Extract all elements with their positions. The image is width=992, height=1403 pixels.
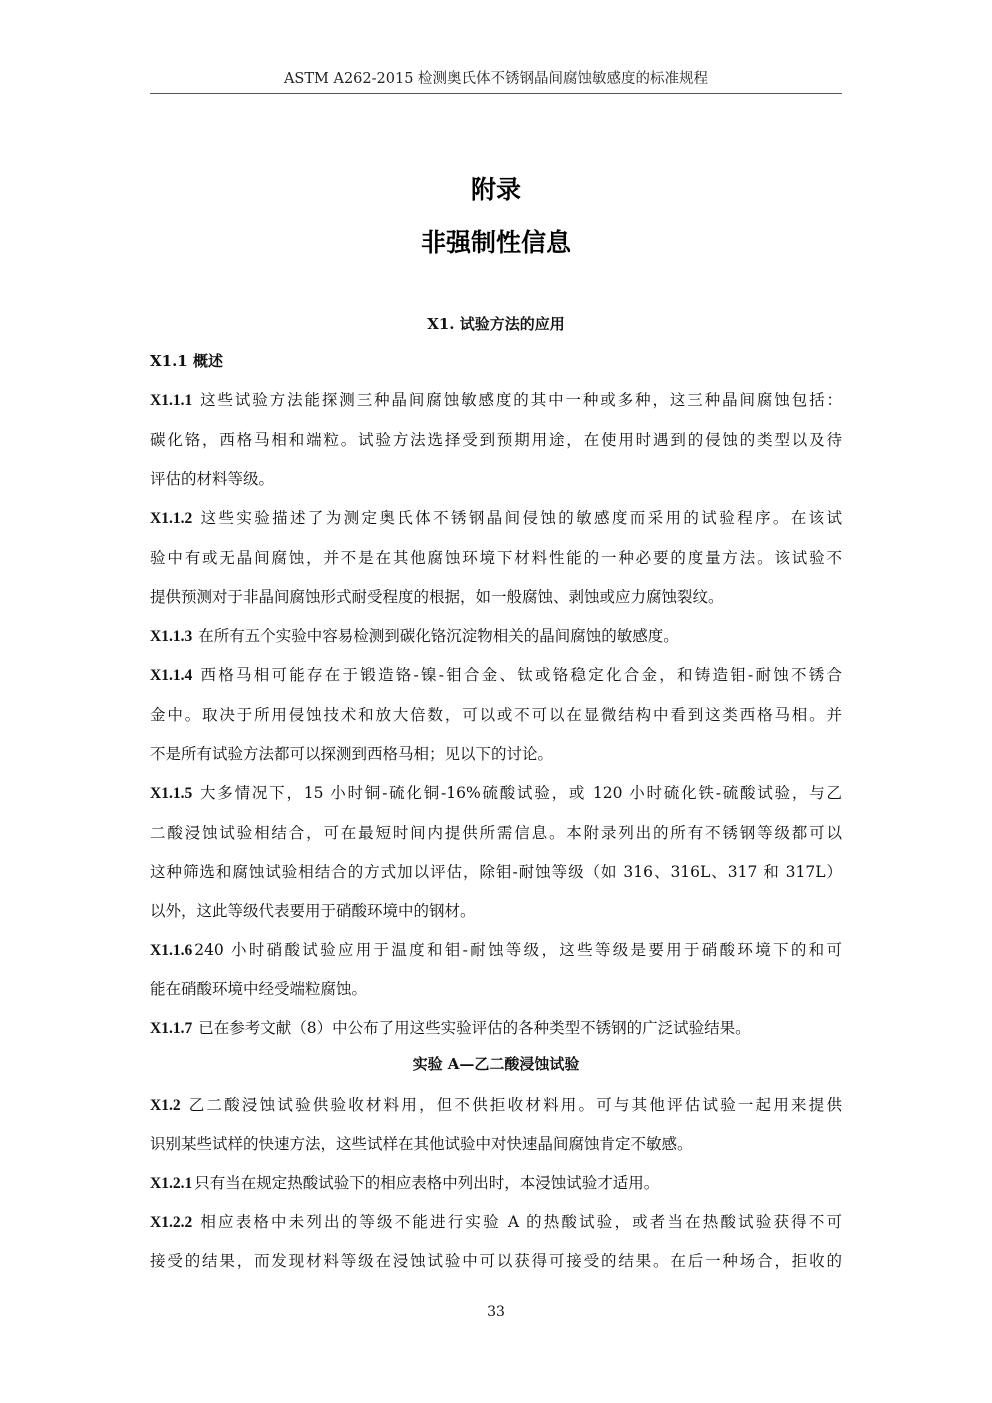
paragraph-x1-1-5-line: 以外，这此等级代表要用于硝酸环境中的钢材。 <box>150 902 476 920</box>
paragraph-x1-1-2-line <box>150 506 842 531</box>
clause-number: X1.1.3 <box>150 628 193 645</box>
paragraph-text: 这些试验方法能探测三种晶间腐蚀敏感度的其中一种或多种，这三种晶间腐蚀包括： <box>198 391 842 409</box>
paragraph-x1-2-2-line: 接受的结果，而发现材料等级在浸蚀试验中可以获得可接受的结果。在后一种场合，拒收的 <box>150 1252 842 1270</box>
paragraph-text: 240 小时硝酸试验应用于温度和钼-耐蚀等级，这些等级是要用于硝酸环境下的和可 <box>194 941 842 959</box>
paragraph-x1-1-2-line: 提供预测对于非晶间腐蚀形式耐受程度的根据，如一般腐蚀、剥蚀或应力腐蚀裂纹。 <box>150 588 724 606</box>
clause-number: X1.1.2 <box>150 510 193 527</box>
paragraph-x1-1-1-line: 碳化铬，西格马相和端粒。试验方法选择受到预期用途，在使用时遇到的侵蚀的类型以及待 <box>150 431 842 449</box>
paragraph-x1-1-3-line <box>150 624 842 649</box>
page-number: 33 <box>487 1304 505 1320</box>
paragraph-x1-2-2-line <box>150 1210 842 1235</box>
paragraph-x1-1-1-line <box>150 388 842 413</box>
paragraph-x1-2-line: 识别某些试样的快速方法，这些试样在其他试验中对快速晶间腐蚀肯定不敏感。 <box>150 1135 693 1153</box>
section-heading-x1: X1. 试验方法的应用 <box>427 315 565 333</box>
paragraph-x1-1-4-line: 金中。取决于所用侵蚀技术和放大倍数，可以或不可以在显微结构中看到这类西格马相。并 <box>150 706 842 724</box>
paragraph-x1-1-2-line: 验中有或无晶间腐蚀，并不是在其他腐蚀环境下材料性能的一种必要的度量方法。该试验不 <box>150 549 842 567</box>
paragraph-x1-1-6-line: 能在硝酸环境中经受端粒腐蚀。 <box>150 980 368 998</box>
appendix-title: 附录 <box>470 175 521 204</box>
clause-number: X1.1.5 <box>150 785 193 802</box>
paragraph-x1-1-1-line: 评估的材料等级。 <box>150 470 275 488</box>
section-heading-test-a: 实验 A—乙二酸浸蚀试验 <box>412 1055 580 1073</box>
paragraph-x1-1-6-line <box>150 938 842 963</box>
paragraph-x1-1-4-line <box>150 663 842 688</box>
paragraph-x1-1-5-line: 二酸浸蚀试验相结合，可在最短时间内提供所需信息。本附录列出的所有不锈钢等级都可以 <box>150 824 842 842</box>
paragraph-x1-1-5-line <box>150 781 842 806</box>
section-heading-x1-1: X1.1 概述 <box>150 352 223 370</box>
clause-number: X1.2 <box>150 1097 181 1114</box>
running-header: ASTM A262-2015 检测奥氏体不锈钢晶间腐蚀敏感度的标准规程 <box>283 71 709 87</box>
paragraph-x1-1-5-line: 这种筛选和腐蚀试验相结合的方式加以评估，除钼-耐蚀等级（如 316、316L、317 和 317L） <box>150 863 842 881</box>
paragraph-x1-2-line <box>150 1093 842 1118</box>
header-rule <box>150 93 842 94</box>
paragraph-x1-1-4-line: 不是所有试验方法都可以探测到西格马相；见以下的讨论。 <box>150 745 554 763</box>
paragraph-text: 已在参考文献（8）中公布了用这些实验评估的各种类型不锈钢的广泛试验结果。 <box>198 1019 751 1037</box>
paragraph-text: 这些实验描述了为测定奥氏体不锈钢晶间侵蚀的敏感度而采用的试验程序。在该试 <box>198 509 842 527</box>
appendix-subtitle: 非强制性信息 <box>420 228 571 257</box>
clause-number: X1.1.1 <box>150 392 193 409</box>
paragraph-text: 西格马相可能存在于锻造铬-镍-钼合金、钛或铬稳定化合金，和铸造钼-耐蚀不锈合 <box>198 666 842 684</box>
clause-number: X1.1.6 <box>150 942 193 959</box>
paragraph-text: 在所有五个实验中容易检测到碳化铬沉淀物相关的晶间腐蚀的敏感度。 <box>198 627 679 645</box>
clause-number: X1.1.4 <box>150 667 193 684</box>
paragraph-x1-2-1-line <box>150 1171 842 1196</box>
paragraph-text: 乙二酸浸蚀试验供验收材料用，但不供拒收材料用。可与其他评估试验一起用来提供 <box>186 1096 842 1114</box>
clause-number: X1.2.2 <box>150 1214 193 1231</box>
paragraph-x1-1-7-line <box>150 1016 842 1041</box>
clause-number: X1.2.1 <box>150 1175 193 1192</box>
paragraph-text: 相应表格中未列出的等级不能进行实验 A 的热酸试验，或者当在热酸试验获得不可 <box>198 1213 842 1231</box>
paragraph-text: 只有当在规定热酸试验下的相应表格中列出时，本浸蚀试验才适用。 <box>194 1174 660 1192</box>
clause-number: X1.1.7 <box>150 1020 193 1037</box>
paragraph-text: 大多情况下，15 小时铜-硫化铜-16%硫酸试验，或 120 小时硫化铁-硫酸试验，与乙 <box>198 784 842 802</box>
